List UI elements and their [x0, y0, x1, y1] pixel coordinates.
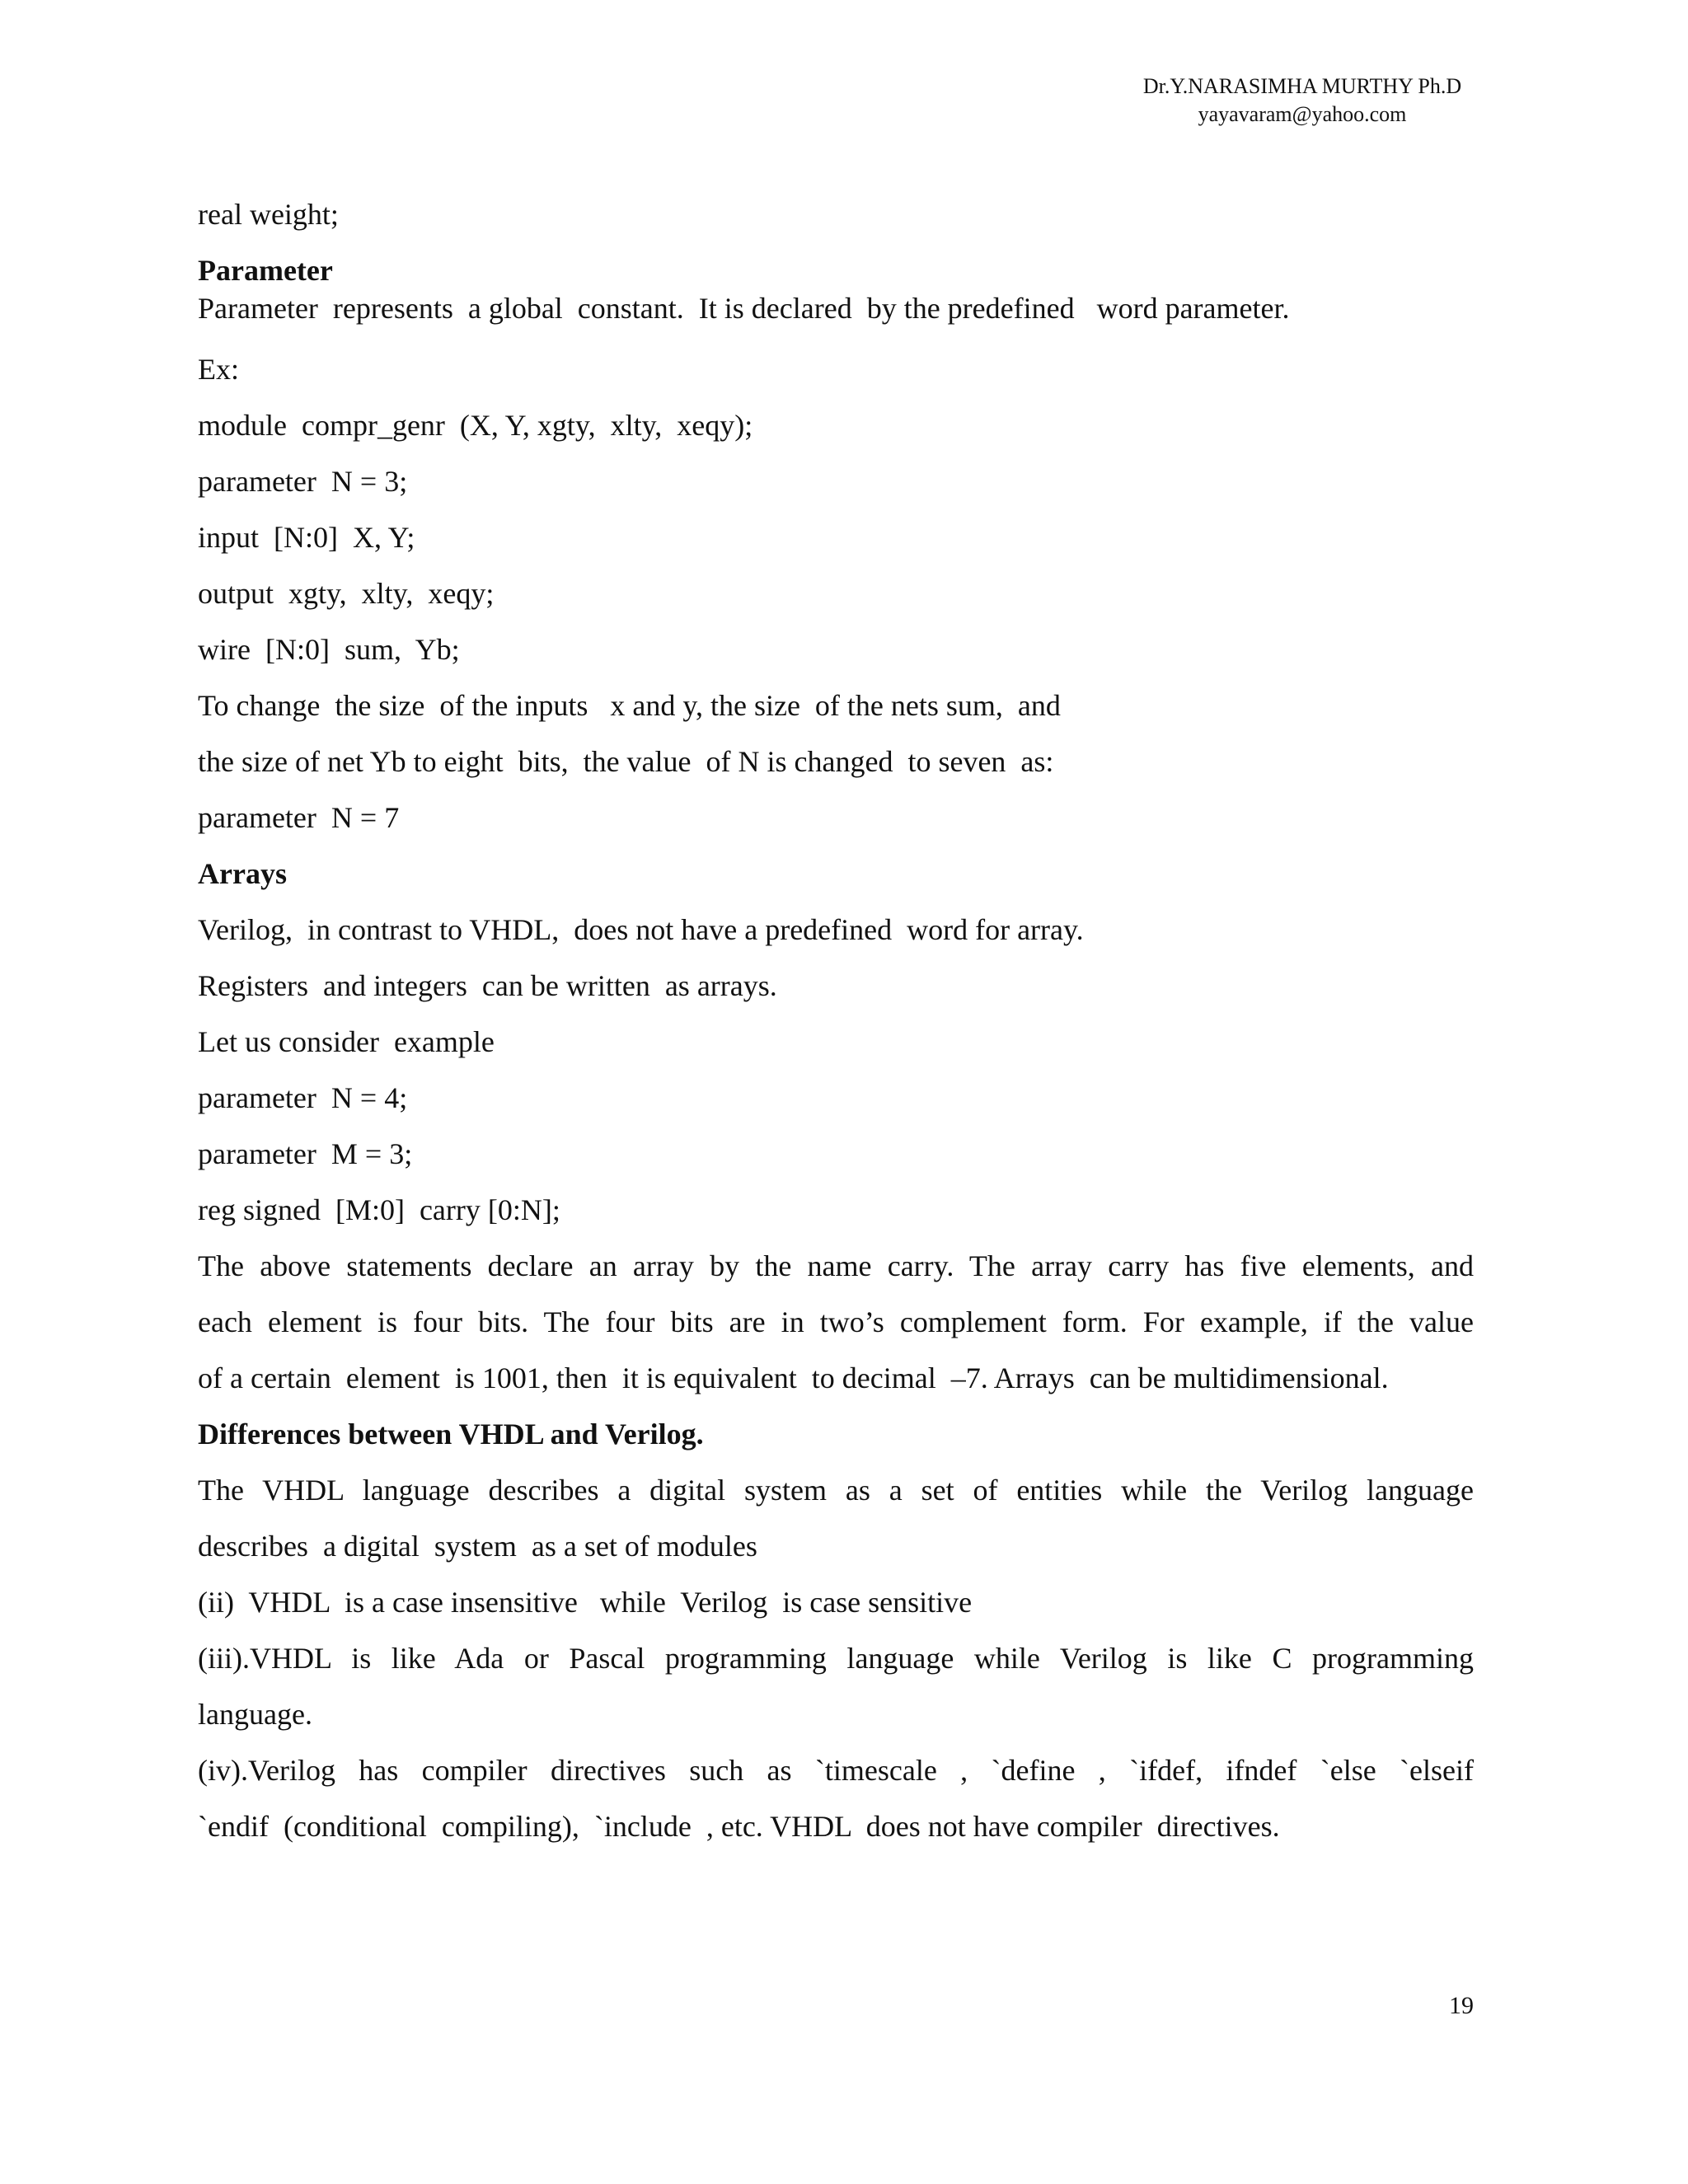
code-line: parameter N = 7 [198, 801, 400, 834]
text-line: (iii).VHDL is like Ada or Pascal programming language while Verilog is like C programming [198, 1642, 1474, 1675]
text-line: the size of net Yb to eight bits, the value of N is changed to seven as: [198, 745, 1054, 778]
code-line: module compr_genr (X, Y, xgty, xlty, xeqy); [198, 409, 753, 442]
text-line: The above statements declare an array by the name carry. The array carry has five elements, and [198, 1249, 1474, 1282]
text-line: Let us consider example [198, 1025, 495, 1058]
text-line: of a certain element is 1001, then it is equivalent to decimal –7. Arrays can be multidimensional. [198, 1361, 1389, 1394]
code-line: reg signed [M:0] carry [0:N]; [198, 1193, 560, 1226]
text-line: To change the size of the inputs x and y, the size of the nets sum, and [198, 689, 1061, 722]
text-line: each element is four bits. The four bits are in two’s complement form. For example, if the value [198, 1305, 1474, 1338]
text-line: real weight; [198, 198, 339, 231]
text-line: Ex: [198, 353, 239, 386]
text-line: `endif (conditional compiling), `include , etc. VHDL does not have compiler directives. [198, 1810, 1280, 1843]
section-heading-arrays: Arrays [198, 857, 287, 890]
page-number: 19 [1449, 1992, 1474, 2019]
text-line: Verilog, in contrast to VHDL, does not have a predefined word for array. [198, 913, 1084, 946]
code-line: output xgty, xlty, xeqy; [198, 577, 495, 610]
text-line: (ii) VHDL is a case insensitive while Verilog is case sensitive [198, 1586, 973, 1619]
header-email: yayavaram@yahoo.com [1198, 102, 1407, 126]
code-line: parameter N = 4; [198, 1081, 408, 1114]
code-line: input [N:0] X, Y; [198, 521, 415, 554]
text-line: The VHDL language describes a digital system as a set of entities while the Verilog language [198, 1474, 1474, 1507]
section-heading-parameter: Parameter [198, 254, 333, 287]
code-line: parameter M = 3; [198, 1137, 413, 1170]
text-line: (iv).Verilog has compiler directives such as `timescale , `define , `ifdef, ifndef `else `elseif [198, 1754, 1474, 1787]
section-heading-differences: Differences between VHDL and Verilog. [198, 1418, 704, 1451]
header-author: Dr.Y.NARASIMHA MURTHY Ph.D [1142, 74, 1462, 98]
text-line: language. [198, 1698, 312, 1731]
page-header [1071, 73, 1533, 129]
code-line: wire [N:0] sum, Yb; [198, 633, 460, 666]
text-line: describes a digital system as a set of modules [198, 1530, 757, 1563]
text-line: Parameter represents a global constant. It is declared by the predefined word parameter. [198, 292, 1290, 325]
text-line: Registers and integers can be written as arrays. [198, 969, 777, 1002]
code-line: parameter N = 3; [198, 465, 408, 498]
